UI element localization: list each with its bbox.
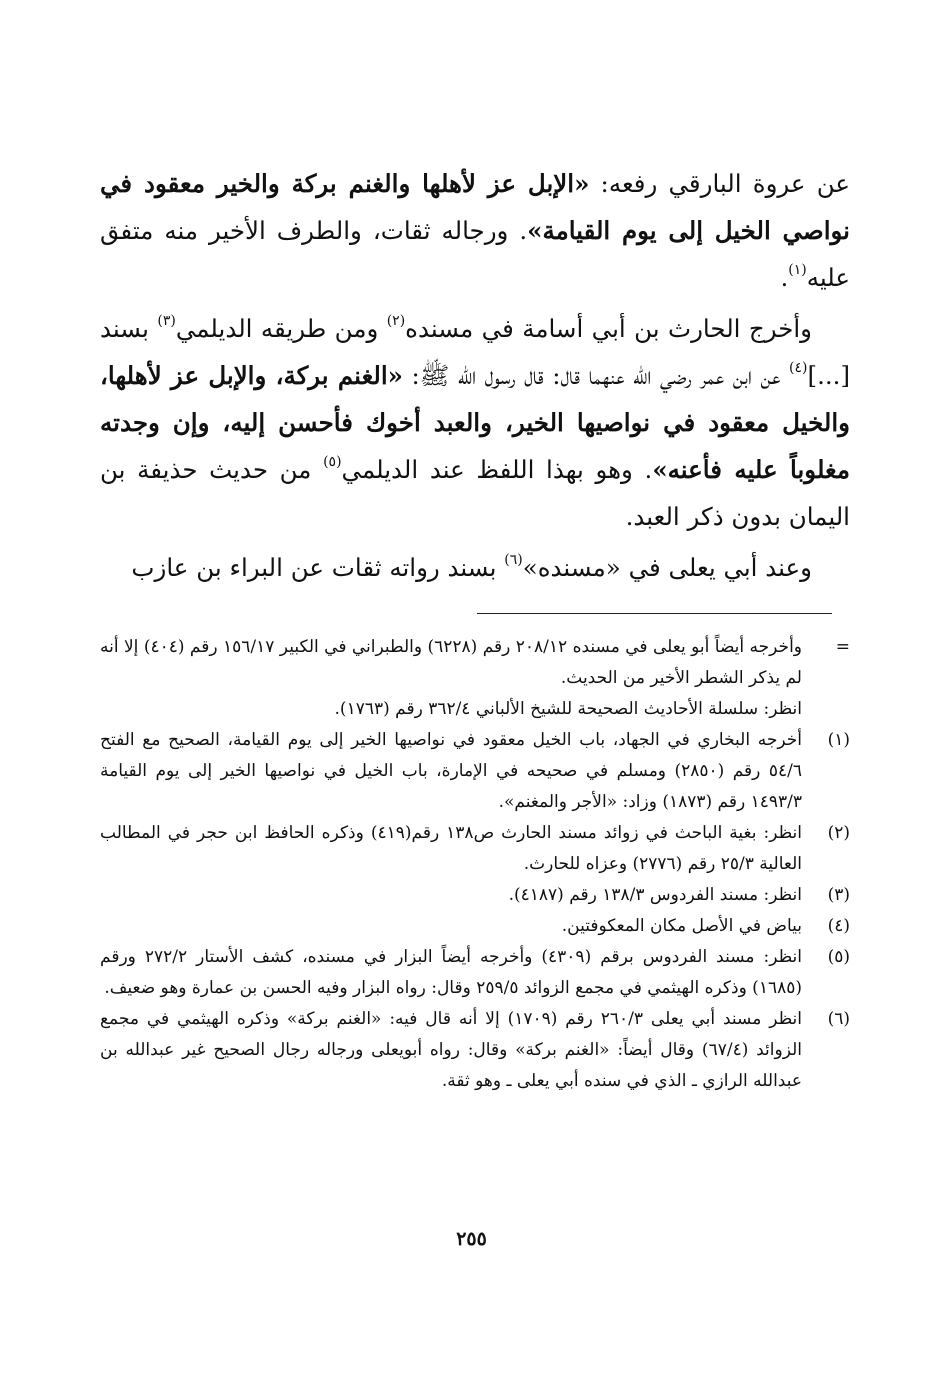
footnote-number: (٥) (827, 947, 850, 967)
footnote-ref: (٦) (504, 552, 523, 568)
footnote (100, 818, 850, 880)
footnote-ref: (٢) (386, 313, 406, 329)
text-segment: وأخرج الحارث بن أبي أسامة في مسنده (405, 314, 813, 343)
footnote-ref: (١) (788, 262, 807, 278)
footnote (100, 632, 850, 725)
footnote-line: انظر: مسند الفردوس برقم (٤٣٠٩) وأخرجه أيضاً البزار في مسنده، كشف الأستار ٢٧٢/٢ ورقم (١٦٨٥) وذكره الهيثمي في مجمع الزوائد ٢٥٩/٥ وقال: رواه البزار وفيه الحسن بن عمارة وهو ضعيف. (100, 947, 803, 998)
footnote (100, 725, 850, 818)
paragraph (100, 160, 850, 301)
footnote-number: (١) (827, 730, 850, 750)
footnote-number: (٤) (827, 916, 850, 936)
footnote-ref: (٤) (789, 360, 808, 376)
page-number: ٢٥٥ (456, 1228, 487, 1250)
text-segment: . ورجاله ثقات، والطرف الأخير منه متفق عليه (100, 216, 850, 292)
footnote-line: انظر: سلسلة الأحاديث الصحيحة للشيخ الألباني ٣٦٢/٤ رقم (١٧٦٣). (334, 699, 802, 719)
page-content (100, 160, 850, 1097)
footnote-number: (٦) (827, 1009, 850, 1029)
text-segment: عن عروة البارقي رفعه: (589, 169, 850, 198)
footnote-ref: (٣) (157, 313, 176, 329)
footnote-line: انظر: مسند الفردوس ١٣٨/٣ رقم (٤١٨٧). (508, 885, 802, 905)
footnote-text (100, 942, 802, 1004)
text-segment: بسند [...] (100, 314, 850, 390)
footnote (100, 911, 850, 942)
footnotes (100, 632, 850, 1097)
footnote-text (100, 632, 802, 725)
footnote-line: بياض في الأصل مكان المعكوفتين. (561, 916, 802, 936)
footnote-text (100, 725, 802, 818)
footnote-number: (٢) (827, 823, 850, 843)
text-segment: وعند أبي يعلى في «مسنده» (522, 553, 812, 582)
footnote-line: انظر مسند أبي يعلى ٢٦٠/٣ رقم (١٧٠٩) إلا أنه قال فيه: «الغنم بركة» وذكره الهيثمي في مجمع الزوائد (٦٧/٤) وقال أيضاً: «الغنم بركة» وقال: رواه أبويعلى ورجاله رجال الصحيح غير عبدالله بن عبدالله الرازي ـ الذي في سنده أبي يعلى ـ وهو ثقة. (100, 1009, 803, 1091)
footnote-line: انظر: بغية الباحث في زوائد مسند الحارث ص١٣٨ رقم(٤١٩) وذكره الحافظ ابن حجر في المطالب العالية ٢٥/٣ رقم (٢٧٧٦) وعزاه للحارث. (100, 823, 802, 874)
hadith-quote: «الإبل عز لأهلها والغنم بركة والخير معقود في نواصي الخيل إلى يوم القيامة» (100, 169, 850, 245)
footnote-separator (477, 613, 832, 614)
text-segment: ومن طريقه الديلمي (175, 314, 387, 343)
text-segment: . (780, 263, 789, 292)
footnote (100, 1004, 850, 1097)
footnote (100, 880, 850, 911)
text-segment: عن ابن عمر رضي الله عنهما قال: قال رسول الله ﷺ: (402, 361, 790, 390)
footnote (100, 942, 850, 1004)
footnote-number: = (835, 637, 850, 657)
text-segment: من حديث حذيفة بن اليمان بدون ذكر العبد. (100, 455, 850, 531)
footnote-text (100, 911, 802, 942)
footnote-text (100, 880, 802, 911)
paragraph (100, 544, 850, 591)
footnote-line: أخرجه البخاري في الجهاد، باب الخيل معقود في نواصيها الخير إلى يوم القيامة، الصحيح مع الفتح ٥٤/٦ رقم (٢٨٥٠) ومسلم في صحيحه في الإمارة، باب الخيل في نواصيها الخير إلى يوم القيامة ١٤٩٣/٣ رقم (١٨٧٣) وزاد: «الأجر والمغنم». (100, 730, 802, 812)
footnote-text (100, 818, 802, 880)
footnote-number: (٣) (827, 885, 850, 905)
footnote-ref: (٥) (323, 454, 342, 470)
hadith-quote: «الغنم بركة، والإبل عز لأهلها، والخيل معقود في نواصيها الخير، والعبد أخوك فأحسن إليه، وإن وجدته مغلوباً عليه فأعنه» (100, 361, 850, 484)
main-text (100, 160, 850, 591)
footnote-text (100, 1004, 802, 1097)
text-segment: بسند رواته ثقات عن البراء بن عازب (131, 553, 505, 582)
paragraph (100, 305, 850, 540)
text-segment: . وهو بهذا اللفظ عند الديلمي (341, 455, 653, 484)
footnote-line: وأخرجه أيضاً أبو يعلى في مسنده ٢٠٨/١٢ رقم (٦٢٢٨) والطبراني في الكبير ١٥٦/١٧ رقم (٤٠٤) إلا أنه لم يذكر الشطر الأخير من الحديث. (100, 637, 802, 688)
